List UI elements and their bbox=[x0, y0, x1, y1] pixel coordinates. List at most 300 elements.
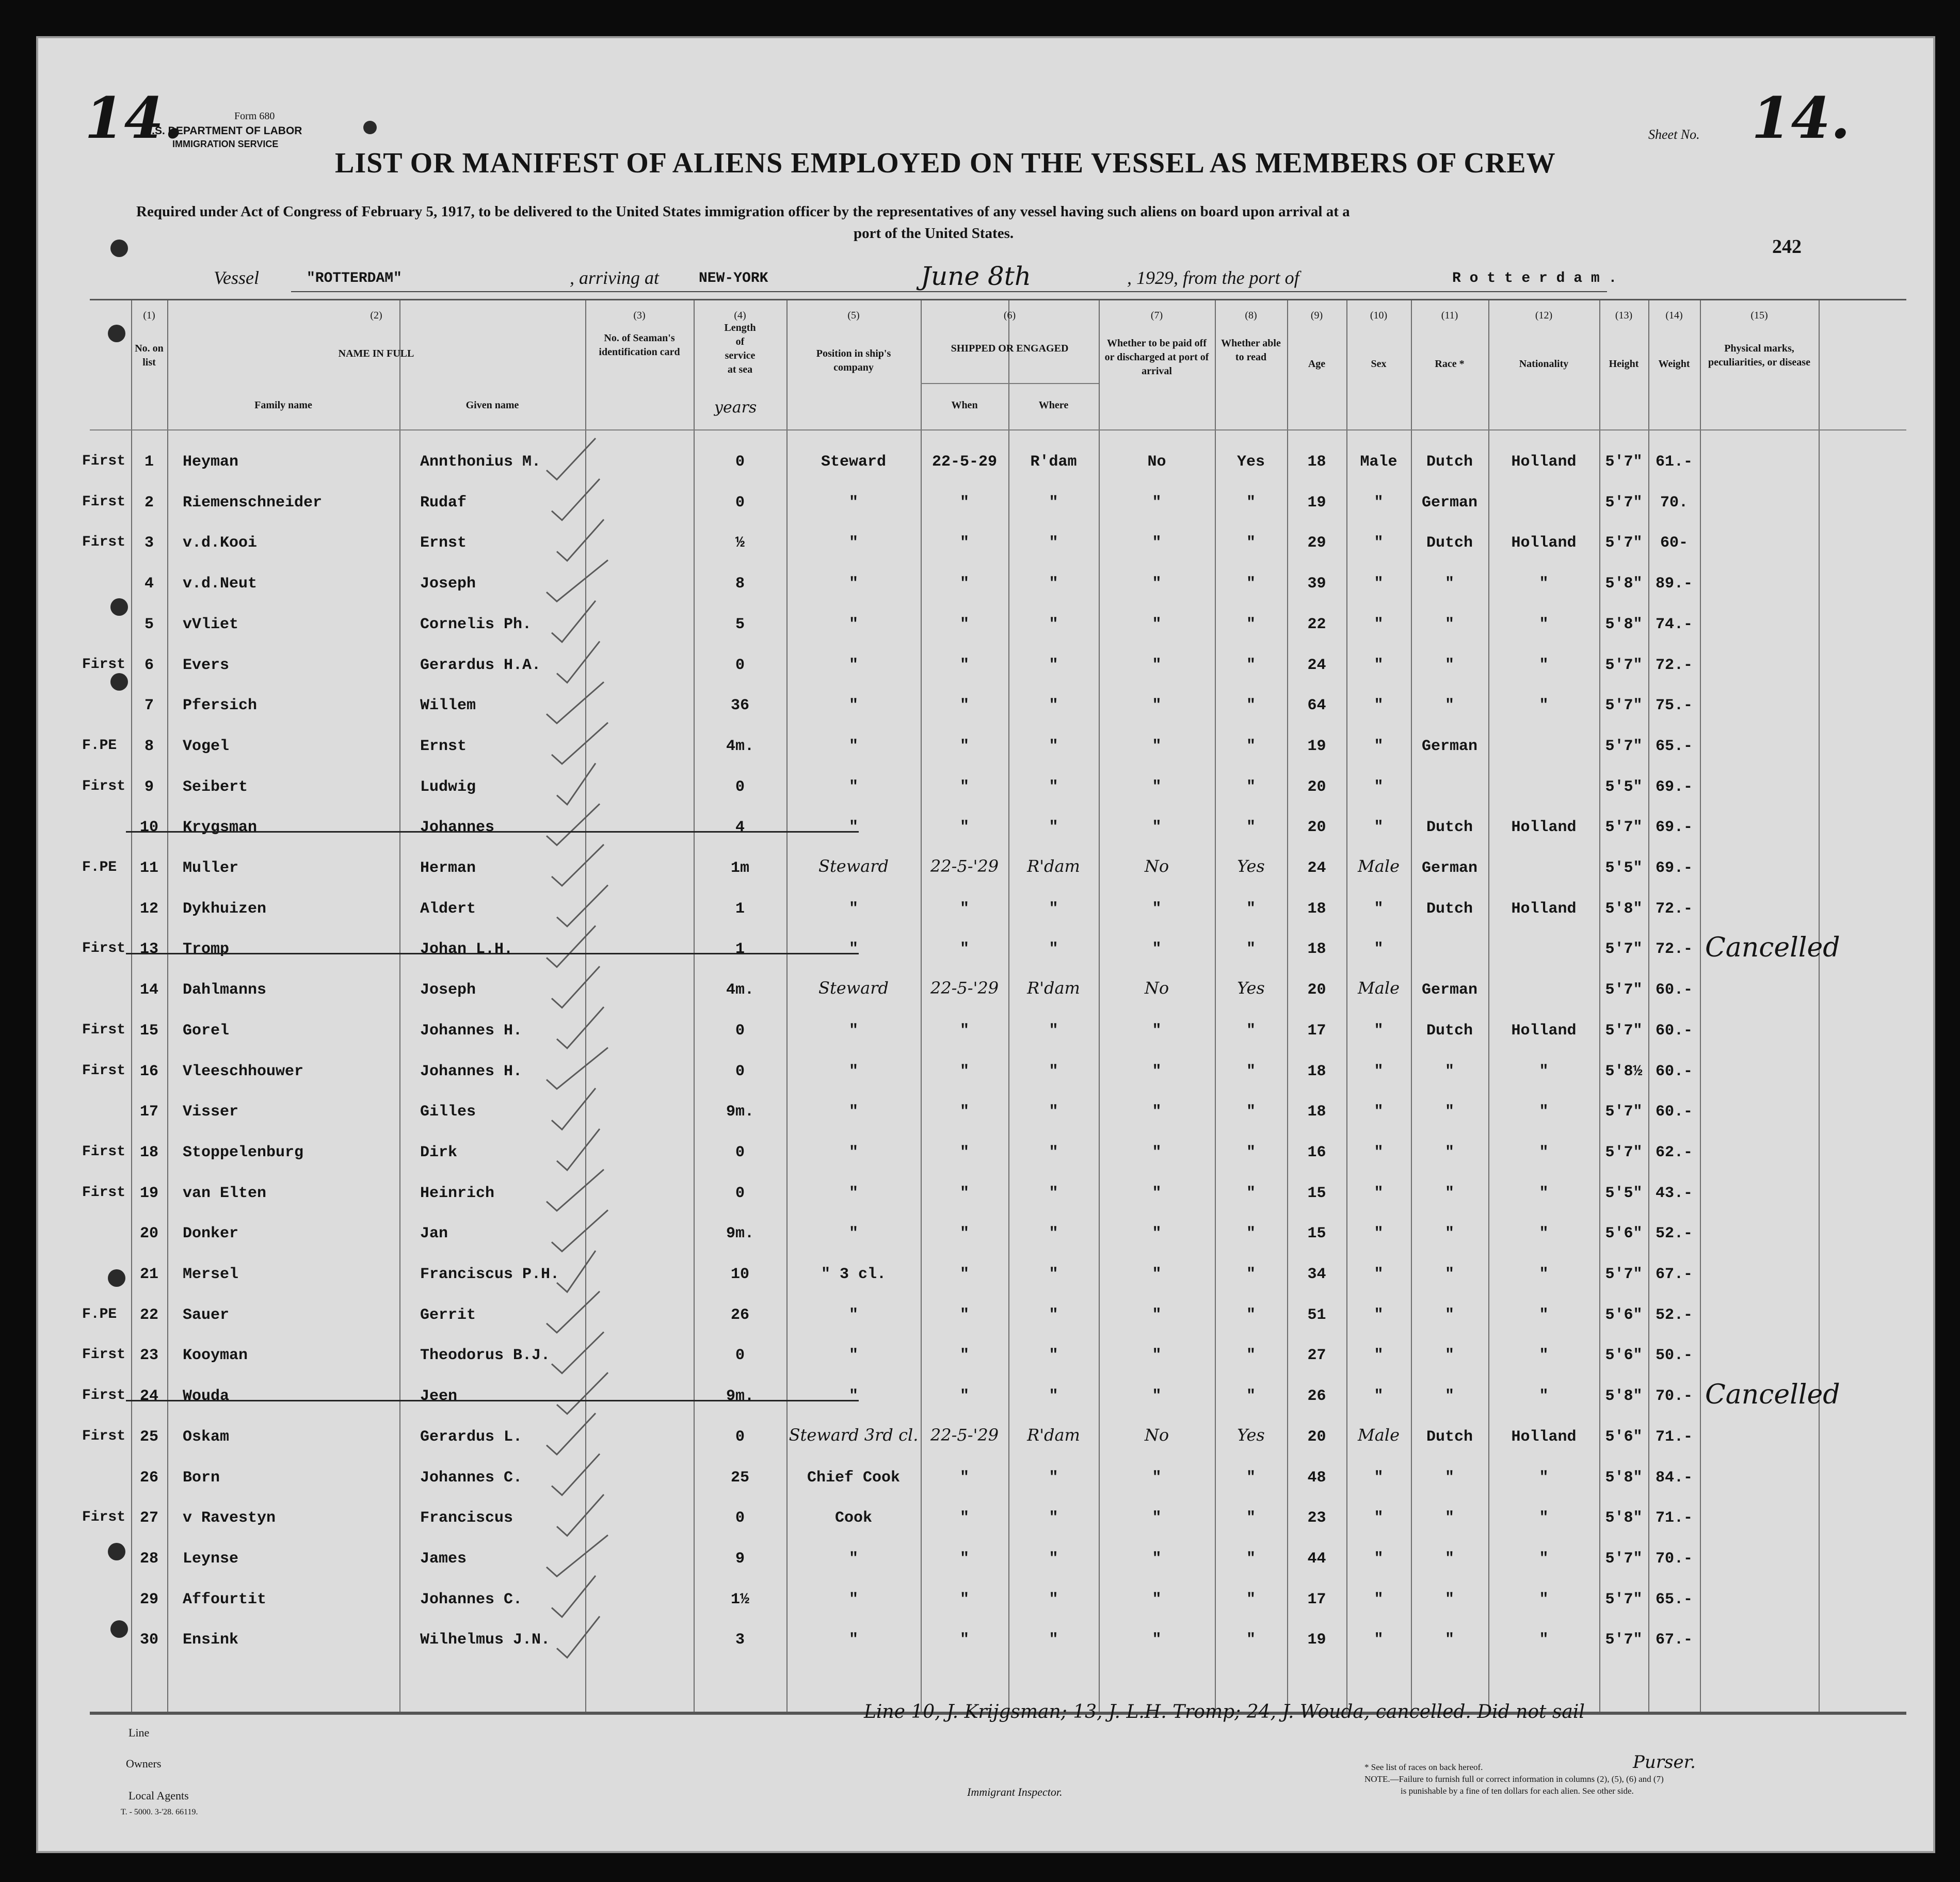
cell-height: 5'6" bbox=[1605, 1306, 1643, 1324]
cell-read: Yes bbox=[1236, 453, 1265, 471]
cell-family: Vogel bbox=[183, 737, 230, 755]
cell-family: Dykhuizen bbox=[183, 900, 267, 918]
table-row bbox=[90, 690, 1906, 730]
cell-read: " bbox=[1246, 1347, 1256, 1365]
table-row bbox=[82, 527, 1906, 567]
cell-sex: " bbox=[1374, 697, 1384, 715]
cell-nat: Holland bbox=[1511, 1022, 1577, 1040]
strike-through-line bbox=[126, 831, 859, 833]
cell-no: 29 bbox=[139, 1590, 158, 1608]
cell-read: " bbox=[1246, 1509, 1256, 1527]
cell-no: 28 bbox=[139, 1550, 158, 1568]
cell-family: Tromp bbox=[183, 940, 230, 959]
cell-where: " bbox=[1049, 1062, 1058, 1080]
cell-race: Dutch bbox=[1426, 453, 1473, 471]
cell-read: " bbox=[1246, 615, 1256, 633]
cell-height: 5'7" bbox=[1605, 1266, 1643, 1283]
cell-paid: " bbox=[1152, 1184, 1162, 1202]
cell-where: " bbox=[1049, 575, 1058, 593]
cell-height: 5'8½ bbox=[1605, 1062, 1643, 1080]
cell-no: 8 bbox=[144, 737, 154, 755]
table-row bbox=[82, 1421, 1906, 1461]
cell-when: " bbox=[959, 1509, 969, 1527]
cell-nat: " bbox=[1539, 656, 1549, 674]
cell-when: " bbox=[959, 575, 969, 593]
header-length-of-service: Length of service at sea bbox=[724, 322, 756, 375]
cell-pos: " bbox=[848, 493, 858, 512]
cell-len: 25 bbox=[730, 1469, 749, 1487]
cell-family: Evers bbox=[183, 656, 230, 674]
cell-len: 1 bbox=[735, 940, 745, 959]
cell-sex: " bbox=[1374, 1306, 1384, 1324]
cell-read: " bbox=[1246, 940, 1256, 959]
cell-where: " bbox=[1049, 1184, 1058, 1202]
cell-when: " bbox=[959, 615, 969, 633]
cell-read: " bbox=[1246, 1062, 1256, 1080]
cell-race: " bbox=[1444, 1550, 1454, 1568]
cell-no: 21 bbox=[139, 1266, 158, 1283]
cell-family: Muller bbox=[183, 859, 239, 877]
cell-cls: First bbox=[82, 656, 126, 673]
cell-cls: First bbox=[82, 1184, 126, 1201]
cell-weight: 60- bbox=[1660, 534, 1688, 552]
cell-height: 5'7" bbox=[1605, 1022, 1643, 1040]
cell-nat: " bbox=[1539, 1143, 1549, 1161]
cell-sex: Male bbox=[1357, 978, 1400, 998]
cell-age: 20 bbox=[1307, 778, 1326, 796]
cell-height: 5'5" bbox=[1605, 1184, 1643, 1202]
cell-paid: " bbox=[1152, 1062, 1162, 1080]
cell-paid: " bbox=[1152, 493, 1162, 512]
cell-given: Theodorus B.J. bbox=[420, 1347, 551, 1365]
header-nationality: Nationality bbox=[1519, 358, 1569, 370]
cell-pos: " bbox=[848, 1306, 858, 1324]
cell-family: v.d.Kooi bbox=[183, 534, 258, 552]
cell-weight: 65.- bbox=[1655, 737, 1693, 755]
cell-paid: " bbox=[1152, 1306, 1162, 1324]
cell-given: Cornelis Ph. bbox=[420, 615, 532, 633]
cell-cls: First bbox=[82, 534, 126, 551]
table-row bbox=[82, 1502, 1906, 1542]
cell-weight: 69.- bbox=[1655, 778, 1693, 796]
cell-no: 19 bbox=[139, 1184, 158, 1202]
cell-weight: 75.- bbox=[1655, 697, 1693, 715]
table-row bbox=[82, 1379, 1906, 1421]
cell-race: " bbox=[1444, 1590, 1454, 1608]
cell-height: 5'7" bbox=[1605, 1550, 1643, 1568]
cell-len: 0 bbox=[735, 1143, 745, 1161]
cell-pos: " bbox=[848, 575, 858, 593]
cell-len: 9 bbox=[735, 1550, 745, 1568]
cell-no: 10 bbox=[139, 819, 158, 837]
cell-cls: First bbox=[82, 1387, 126, 1404]
cell-read: " bbox=[1246, 900, 1256, 918]
cell-weight: 72.- bbox=[1655, 900, 1693, 918]
cell-height: 5'7" bbox=[1605, 1103, 1643, 1121]
cell-height: 5'6" bbox=[1605, 1225, 1643, 1243]
cell-height: 5'8" bbox=[1605, 1469, 1643, 1487]
cell-given: Johannes C. bbox=[420, 1469, 523, 1487]
cell-sex: " bbox=[1374, 656, 1384, 674]
cell-when: " bbox=[959, 1062, 969, 1080]
cell-weight: 71.- bbox=[1655, 1428, 1693, 1446]
cell-nat: " bbox=[1539, 1103, 1549, 1121]
cell-when: " bbox=[959, 1184, 969, 1202]
cell-where: " bbox=[1049, 615, 1058, 633]
cell-paid: " bbox=[1152, 697, 1162, 715]
form-title: LIST OR MANIFEST OF ALIENS EMPLOYED ON THE VESSEL AS MEMBERS OF CREW bbox=[335, 147, 1556, 179]
cell-race: German bbox=[1421, 737, 1478, 755]
cell-weight: 50.- bbox=[1655, 1347, 1693, 1365]
cell-len: 9m. bbox=[726, 1387, 754, 1406]
cell-len: 0 bbox=[735, 1184, 745, 1202]
cell-paid: " bbox=[1152, 1509, 1162, 1527]
cell-weight: 65.- bbox=[1655, 1590, 1693, 1608]
cell-where: " bbox=[1049, 1225, 1058, 1243]
fine-note-1: NOTE.—Failure to furnish full or correct information in columns (2), (5), (6) and (7) bbox=[1364, 1774, 1664, 1784]
cell-family: Pfersich bbox=[183, 697, 258, 715]
cell-cls: First bbox=[82, 778, 126, 794]
cell-pos: " bbox=[848, 534, 858, 552]
fine-note-2: is punishable by a fine of ten dollars for each alien. See other side. bbox=[1401, 1786, 1634, 1796]
cell-where: " bbox=[1049, 900, 1058, 918]
cell-paid: No bbox=[1144, 978, 1169, 998]
table-row bbox=[82, 446, 1906, 486]
cell-cls: First bbox=[82, 453, 126, 469]
cell-cls: First bbox=[82, 1428, 126, 1444]
cell-paid: " bbox=[1152, 1103, 1162, 1121]
page-stamp: 242 bbox=[1772, 236, 1802, 258]
cell-cls: First bbox=[82, 1022, 126, 1038]
table-row bbox=[82, 852, 1906, 892]
cell-age: 18 bbox=[1307, 453, 1326, 471]
cell-race: German bbox=[1421, 981, 1478, 999]
cell-where: " bbox=[1049, 1550, 1058, 1568]
cell-sex: " bbox=[1374, 1387, 1384, 1406]
cell-race: " bbox=[1444, 1387, 1454, 1406]
cell-pos: Steward bbox=[818, 856, 889, 876]
vessel-name: "ROTTERDAM" bbox=[307, 270, 402, 286]
cell-read: Yes bbox=[1237, 1425, 1265, 1445]
cell-pos: " bbox=[848, 778, 858, 796]
cell-no: 2 bbox=[144, 493, 154, 512]
cell-paid: " bbox=[1152, 1387, 1162, 1406]
cell-no: 6 bbox=[144, 656, 154, 674]
cell-read: " bbox=[1246, 493, 1256, 512]
cell-when: " bbox=[959, 534, 969, 552]
cell-weight: 52.- bbox=[1655, 1225, 1693, 1243]
cell-pos: " bbox=[848, 1347, 858, 1365]
cell-given: Dirk bbox=[420, 1143, 458, 1161]
cell-read: " bbox=[1246, 656, 1256, 674]
cell-age: 15 bbox=[1307, 1184, 1326, 1202]
cell-when: " bbox=[959, 1387, 969, 1406]
cell-nat: " bbox=[1539, 1631, 1549, 1649]
local-agents-label: Local Agents bbox=[128, 1789, 189, 1802]
cell-pos: " bbox=[848, 940, 858, 959]
cell-nat: " bbox=[1539, 1062, 1549, 1080]
cell-nat: " bbox=[1539, 1590, 1549, 1608]
colnum-3: (3) bbox=[633, 310, 646, 321]
cell-no: 22 bbox=[139, 1306, 158, 1324]
cancelled-remark: Cancelled bbox=[1705, 932, 1840, 964]
cell-pos: " bbox=[848, 1103, 858, 1121]
cell-family: Krygsman bbox=[183, 819, 258, 837]
cell-height: 5'7" bbox=[1605, 981, 1643, 999]
header-shipped-engaged: SHIPPED OR ENGAGED bbox=[951, 343, 1069, 354]
cell-race: Dutch bbox=[1426, 534, 1473, 552]
cell-pos: " bbox=[848, 1631, 858, 1649]
strike-through-line bbox=[126, 953, 859, 954]
table-row bbox=[90, 974, 1906, 1014]
cell-when: " bbox=[959, 1590, 969, 1608]
cell-paid: " bbox=[1152, 737, 1162, 755]
cell-no: 5 bbox=[144, 615, 154, 633]
cell-given: Gerrit bbox=[420, 1306, 476, 1324]
cell-age: 18 bbox=[1307, 940, 1326, 959]
cell-len: 4m. bbox=[726, 981, 754, 999]
header-years: years bbox=[714, 398, 757, 417]
table-row bbox=[82, 1339, 1906, 1380]
cell-family: v Ravestyn bbox=[183, 1509, 276, 1527]
cell-len: 3 bbox=[735, 1631, 745, 1649]
cell-race: German bbox=[1421, 859, 1478, 877]
header-sex: Sex bbox=[1371, 358, 1387, 370]
cell-len: 5 bbox=[735, 615, 745, 633]
cell-no: 3 bbox=[144, 534, 154, 552]
cell-when: " bbox=[959, 656, 969, 674]
cell-paid: " bbox=[1152, 1022, 1162, 1040]
cell-family: vVliet bbox=[183, 615, 239, 633]
cell-no: 14 bbox=[139, 981, 158, 999]
manifest-sheet bbox=[36, 36, 1935, 1853]
cell-height: 5'7" bbox=[1605, 697, 1643, 715]
cell-race: " bbox=[1444, 1103, 1454, 1121]
colnum-5: (5) bbox=[847, 310, 860, 321]
cell-weight: 60.- bbox=[1655, 1103, 1693, 1121]
cell-weight: 60.- bbox=[1655, 1062, 1693, 1080]
cell-where: " bbox=[1049, 1590, 1058, 1608]
cell-age: 24 bbox=[1307, 859, 1326, 877]
cell-len: 0 bbox=[735, 453, 745, 471]
cell-read: " bbox=[1246, 1184, 1256, 1202]
cell-cls: F.PE bbox=[82, 1306, 117, 1322]
header-given-name: Given name bbox=[465, 400, 519, 411]
sheet-number: 14. bbox=[1752, 85, 1851, 151]
cell-sex: " bbox=[1374, 1022, 1384, 1040]
cell-where: " bbox=[1049, 1143, 1058, 1161]
form-subtitle-2: port of the United States. bbox=[854, 225, 1014, 242]
cell-sex: " bbox=[1374, 900, 1384, 918]
cell-sex: " bbox=[1374, 940, 1384, 959]
cell-len: 0 bbox=[735, 1428, 745, 1446]
cell-age: 19 bbox=[1307, 737, 1326, 755]
cell-nat: Holland bbox=[1511, 534, 1577, 552]
cell-no: 11 bbox=[139, 859, 158, 877]
cell-age: 64 bbox=[1307, 697, 1326, 715]
cell-weight: 67.- bbox=[1655, 1631, 1693, 1649]
cell-pos: " bbox=[848, 1590, 858, 1608]
vessel-label: Vessel bbox=[214, 267, 259, 288]
cell-height: 5'8" bbox=[1605, 900, 1643, 918]
cell-paid: " bbox=[1152, 819, 1162, 837]
cell-sex: " bbox=[1374, 493, 1384, 512]
cell-weight: 61.- bbox=[1655, 453, 1693, 471]
cell-family: v.d.Neut bbox=[183, 575, 258, 593]
cell-when: 22-5-29 bbox=[931, 453, 998, 471]
cell-paid: " bbox=[1152, 940, 1162, 959]
cell-height: 5'7" bbox=[1605, 940, 1643, 959]
cell-family: Leynse bbox=[183, 1550, 239, 1568]
cell-weight: 69.- bbox=[1655, 819, 1693, 837]
cell-len: 0 bbox=[735, 1509, 745, 1527]
cell-race: German bbox=[1421, 493, 1478, 512]
cell-race: " bbox=[1444, 1509, 1454, 1527]
cell-sex: " bbox=[1374, 1347, 1384, 1365]
cell-len: 1 bbox=[735, 900, 745, 918]
cell-where: " bbox=[1049, 1631, 1058, 1649]
cell-height: 5'8" bbox=[1605, 615, 1643, 633]
cell-given: Ernst bbox=[420, 737, 467, 755]
colnum-11: (11) bbox=[1441, 310, 1458, 321]
cell-when: " bbox=[959, 697, 969, 715]
cell-race: Dutch bbox=[1426, 1022, 1473, 1040]
cell-when: " bbox=[959, 1631, 969, 1649]
cell-sex: " bbox=[1374, 778, 1384, 796]
cell-family: Heyman bbox=[183, 453, 239, 471]
cell-cls: First bbox=[82, 493, 126, 510]
cell-no: 7 bbox=[144, 697, 154, 715]
cell-no: 15 bbox=[139, 1022, 158, 1040]
cell-sex: " bbox=[1374, 1509, 1384, 1527]
cell-pos: " bbox=[848, 615, 858, 633]
cell-nat: Holland bbox=[1511, 1428, 1577, 1446]
table-row bbox=[82, 1015, 1906, 1055]
table-row bbox=[90, 1218, 1906, 1258]
cell-age: 44 bbox=[1307, 1550, 1326, 1568]
cell-given: Gerardus H.A. bbox=[420, 656, 541, 674]
cell-nat: " bbox=[1539, 1266, 1549, 1283]
cell-family: Seibert bbox=[183, 778, 248, 796]
form-number: Form 680 bbox=[234, 110, 275, 122]
colnum-9: (9) bbox=[1310, 310, 1323, 321]
cell-read: Yes bbox=[1237, 856, 1265, 876]
cell-where: " bbox=[1049, 1266, 1058, 1283]
cell-given: Joseph bbox=[420, 575, 476, 593]
colnum-10: (10) bbox=[1370, 310, 1388, 321]
colnum-2: (2) bbox=[370, 310, 382, 321]
cell-nat: " bbox=[1539, 1469, 1549, 1487]
cell-nat: Holland bbox=[1511, 819, 1577, 837]
cell-pos: Steward bbox=[818, 978, 889, 998]
cell-where: " bbox=[1049, 1509, 1058, 1527]
cell-where: " bbox=[1049, 1103, 1058, 1121]
cell-where: " bbox=[1049, 819, 1058, 837]
races-note: * See list of races on back hereof. bbox=[1364, 1762, 1483, 1772]
cell-nat: " bbox=[1539, 1306, 1549, 1324]
cell-age: 23 bbox=[1307, 1509, 1326, 1527]
header-no-on-list: No. on list bbox=[135, 343, 164, 368]
cell-read: " bbox=[1246, 1590, 1256, 1608]
arriving-port: NEW-YORK bbox=[699, 270, 768, 286]
cell-no: 30 bbox=[139, 1631, 158, 1649]
cell-height: 5'8" bbox=[1605, 1387, 1643, 1406]
cell-where: R'dam bbox=[1030, 453, 1077, 471]
cell-paid: No bbox=[1147, 453, 1166, 471]
cell-len: 26 bbox=[730, 1306, 749, 1324]
cell-sex: " bbox=[1374, 1590, 1384, 1608]
cell-cls: First bbox=[82, 1143, 126, 1160]
cell-pos: " bbox=[848, 1022, 858, 1040]
cell-weight: 74.- bbox=[1655, 615, 1693, 633]
table-row bbox=[90, 1543, 1906, 1583]
cell-nat: " bbox=[1539, 1225, 1549, 1243]
cell-given: Gerardus L. bbox=[420, 1428, 523, 1446]
cell-height: 5'7" bbox=[1605, 737, 1643, 755]
cell-age: 26 bbox=[1307, 1387, 1326, 1406]
cell-len: 4 bbox=[735, 819, 745, 837]
cell-weight: 43.- bbox=[1655, 1184, 1693, 1202]
cell-nat: " bbox=[1539, 697, 1549, 715]
cell-where: " bbox=[1049, 656, 1058, 674]
cell-sex: " bbox=[1374, 737, 1384, 755]
header-where: Where bbox=[1038, 400, 1069, 411]
cell-sex: " bbox=[1374, 615, 1384, 633]
cell-pos: Steward 3rd cl. bbox=[789, 1425, 919, 1445]
cell-race: Dutch bbox=[1426, 1428, 1473, 1446]
cell-pos: " bbox=[848, 1225, 858, 1243]
cell-sex: Male bbox=[1357, 856, 1400, 876]
cell-age: 27 bbox=[1307, 1347, 1326, 1365]
cell-given: Jan bbox=[420, 1225, 448, 1243]
cell-no: 12 bbox=[139, 900, 158, 918]
cell-when: 22-5-'29 bbox=[930, 856, 999, 876]
cell-race: " bbox=[1444, 615, 1454, 633]
cell-nat: " bbox=[1539, 615, 1549, 633]
cell-sex: " bbox=[1374, 1225, 1384, 1243]
cell-age: 19 bbox=[1307, 1631, 1326, 1649]
cell-len: 10 bbox=[730, 1266, 749, 1283]
cell-read: " bbox=[1246, 1103, 1256, 1121]
table-row bbox=[90, 568, 1906, 608]
cell-len: 4m. bbox=[726, 737, 754, 755]
table-row bbox=[90, 893, 1906, 933]
cell-height: 5'7" bbox=[1605, 453, 1643, 471]
table-row bbox=[82, 932, 1906, 974]
cell-race: " bbox=[1444, 1469, 1454, 1487]
purser-signature: Purser. bbox=[1633, 1752, 1696, 1773]
colnum-6: (6) bbox=[1003, 310, 1016, 321]
cell-family: Sauer bbox=[183, 1306, 230, 1324]
cell-paid: No bbox=[1144, 856, 1169, 876]
cell-race: Dutch bbox=[1426, 900, 1473, 918]
cell-age: 24 bbox=[1307, 656, 1326, 674]
cell-sex: " bbox=[1374, 1469, 1384, 1487]
cell-height: 5'5" bbox=[1605, 778, 1643, 796]
cell-given: Aldert bbox=[420, 900, 476, 918]
cell-height: 5'7" bbox=[1605, 1631, 1643, 1649]
cell-len: 0 bbox=[735, 1062, 745, 1080]
cell-when: " bbox=[959, 1266, 969, 1283]
colnum-13: (13) bbox=[1615, 310, 1633, 321]
cell-height: 5'7" bbox=[1605, 656, 1643, 674]
line-label: Line bbox=[128, 1726, 150, 1739]
cell-age: 19 bbox=[1307, 493, 1326, 512]
header-age: Age bbox=[1308, 358, 1326, 370]
cell-given: Annthonius M. bbox=[420, 453, 541, 471]
cell-len: 1½ bbox=[730, 1590, 749, 1608]
cell-age: 15 bbox=[1307, 1225, 1326, 1243]
